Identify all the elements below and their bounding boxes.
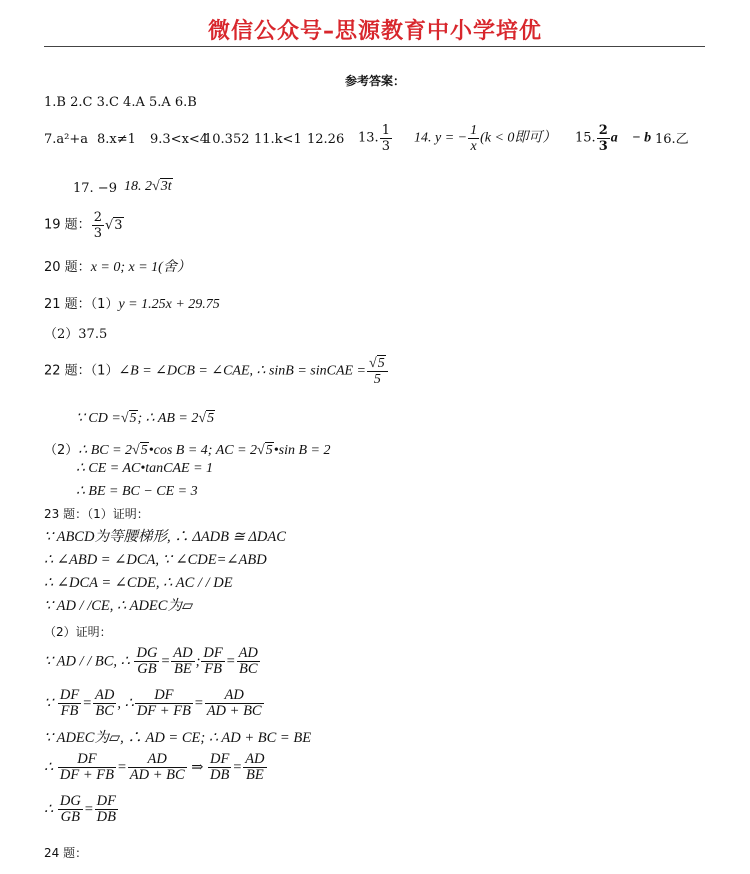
q18-label: 18. 2	[124, 179, 152, 194]
q22-line3-a: ∴ BC = 2	[78, 443, 133, 458]
proof5-f2-den: DB	[96, 809, 116, 825]
answer-q23-line1: ∵ ABCD为等腰梯形, ∴ ΔADB ≅ ΔDAC	[44, 529, 286, 545]
answer-q22-line1: 22 题：（1）∠B = ∠DCB = ∠CAE, ∴ sinB = sinCAE = $\frac{√5}{5}$	[44, 356, 389, 387]
q20-label: 20 题：	[44, 260, 91, 275]
proof1-prefix: ∵ AD / / BC, ∴	[44, 653, 130, 670]
proof1-f3-num: DF	[203, 645, 223, 661]
proof1-f4-num: AD	[238, 645, 258, 661]
q15-label: 15.	[575, 130, 596, 146]
q22-part2-label: （2）	[44, 443, 79, 458]
proof5-f2-num: DF	[96, 793, 116, 809]
proof2-prefix: ∵	[44, 695, 54, 712]
q18-radicand: 3t	[160, 179, 172, 194]
answer-q18: 18. 2√3t	[124, 179, 172, 194]
q22-line3-b: •cos B = 4; AC = 2	[148, 443, 258, 458]
proof5-prefix: ∴	[44, 801, 54, 818]
q22-line3-radicand2: 5	[265, 443, 273, 458]
proof1-f1-den: GB	[137, 661, 157, 677]
answer-q23-proof-line3: ∵ ADEC为▱, ∴ AD = CE; ∴ AD + BC = BE	[44, 730, 312, 746]
header-divider	[44, 46, 705, 47]
q13-label: 13.	[358, 130, 379, 146]
answer-q21	[44, 296, 220, 314]
answer-q13	[358, 123, 393, 154]
answer-q21-part2: （2）37.5	[44, 327, 108, 342]
answer-q23-line3: ∴ ∠DCA = ∠CDE, ∴ AC / / DE	[44, 575, 233, 591]
proof5-f1-num: DG	[59, 793, 81, 809]
proof2-f3-num: DF	[135, 688, 193, 704]
answer-q22-line5: ∴ BE = BC − CE = 3	[76, 484, 198, 499]
proof2-f2-den: BC	[95, 703, 114, 719]
answer-q22-line4: ∴ CE = AC•tanCAE = 1	[76, 461, 214, 476]
answer-q19: 19 题： $\frac{2}{3}$ √3	[44, 210, 123, 241]
q19-label: 19 题：	[44, 217, 91, 233]
answer-q23-proof-line4: ∴ $\frac{DF}{DF + FB}$ = $\frac{AD}{AD + BC}$ ⇒ $\frac{DF}{DB}$ = $\frac{AD}{BE}$	[44, 751, 265, 783]
q15-vector-expr: a⃗ − b⃗	[610, 130, 662, 146]
q22-line1-text: ∠B = ∠DCB = ∠CAE, ∴ sinB = sinCAE =	[118, 363, 367, 379]
q14-label: 14. y = −	[414, 130, 468, 146]
answer-q23-line4: ∵ AD / /CE, ∴ ADEC为▱	[44, 598, 194, 614]
proof2-f4-num: AD	[205, 688, 264, 704]
proof4-f2-den: AD + BC	[129, 767, 185, 783]
answer-q23-part2-label: （2）证明：	[44, 625, 112, 639]
answer-q20	[44, 259, 191, 277]
answer-q24-label: 24 题：	[44, 846, 88, 860]
q21-label: 21 题：（1）	[44, 297, 119, 312]
page-header-title: 微信公众号–思源教育中小学培优	[207, 19, 542, 44]
q19-denominator: 3	[93, 226, 102, 241]
q19-radicand: 3	[114, 217, 123, 233]
q19-numerator: 2	[93, 210, 102, 225]
q22-line3-radicand1: 5	[140, 443, 148, 458]
proof4-f1-num: DF	[58, 752, 116, 768]
q15-denominator: 3	[598, 139, 608, 154]
answer-q15	[575, 123, 662, 154]
q13-denominator: 3	[381, 139, 390, 154]
answer-q8: 8.x≠1	[97, 132, 136, 147]
answer-q23-proof-line5: ∴ $\frac{DG}{GB}$ = $\frac{DF}{DB}$	[44, 793, 116, 825]
q14-denominator: x	[470, 139, 477, 154]
answer-q11: 11.k<1	[254, 132, 302, 147]
answer-q7: 7.a²+a	[44, 132, 89, 147]
q14-numerator: 1	[470, 123, 478, 138]
proof4-f2-num: AD	[128, 752, 187, 768]
q22-line1-denominator: 5	[373, 372, 381, 387]
q13-numerator: 1	[381, 123, 390, 138]
q20-expr: x = 0; x = 1(舍）	[90, 260, 191, 275]
proof2-f2-num: AD	[95, 687, 115, 703]
answers-title: 参考答案：	[344, 74, 405, 88]
answer-q17: 17. −9	[73, 181, 117, 196]
answer-q14	[414, 123, 556, 154]
q21-expr: y = 1.25x + 29.75	[118, 297, 220, 312]
proof2-f4-den: AD + BC	[206, 703, 262, 719]
q22-label: 22 题：（1）	[44, 363, 119, 379]
proof4-f3-den: DB	[210, 767, 230, 783]
proof1-f3-den: FB	[204, 661, 222, 677]
proof2-f3-den: DF + FB	[136, 703, 191, 719]
answer-q23-proof-line1: ∵ AD / / BC, ∴ $\frac{DG}{GB}$ = $\frac{AD}{BE}$ ; $\frac{DF}{FB}$ = $\frac{AD}{BC}$	[44, 645, 258, 677]
proof5-f1-den: GB	[60, 809, 80, 825]
proof4-prefix: ∴	[44, 759, 54, 776]
answer-q10: 10.352	[204, 132, 250, 147]
proof4-f4-num: AD	[245, 751, 265, 767]
proof1-f4-den: BC	[238, 661, 258, 677]
answer-q12: 12.26	[307, 132, 345, 147]
proof4-f3-num: DF	[210, 751, 230, 767]
q22-line2-b: ; ∴ AB = 2	[137, 411, 199, 426]
q22-line1-numerator-radicand: 5	[377, 356, 385, 371]
q22-line2-radicand2: 5	[207, 411, 215, 426]
q22-line2-radicand1: 5	[129, 411, 137, 426]
answer-q23-proof-line2: ∵ $\frac{DF}{FB}$ = $\frac{AD}{BC}$ , ∴ $\frac{DF}{DF + FB}$ = $\frac{AD}{AD + BC}$	[44, 687, 262, 719]
proof1-f2-den: BE	[174, 661, 192, 677]
answer-q23-line2: ∴ ∠ABD = ∠DCA, ∵ ∠CDE=∠ABD	[44, 552, 267, 568]
proof1-f2-num: AD	[173, 645, 193, 661]
answer-q23-label: 23 题：（1）证明：	[44, 507, 149, 521]
proof4-f4-den: BE	[246, 767, 264, 783]
proof4-f1-den: DF + FB	[59, 767, 114, 783]
proof1-f1-num: DG	[136, 645, 158, 661]
answers-1-6: 1.B 2.C 3.C 4.A 5.A 6.B	[44, 95, 197, 110]
answer-q16: 16.乙	[655, 132, 689, 147]
q15-numerator: 2	[598, 123, 608, 138]
proof2-f1-den: FB	[60, 703, 79, 719]
q22-line3-c: •sin B = 2	[273, 443, 331, 458]
q14-condition: (k < 0即可）	[480, 130, 557, 146]
proof2-f1-num: DF	[59, 687, 80, 703]
q22-line2-a: ∵ CD =	[76, 411, 121, 426]
answer-q22-line3: （2）∴ BC = 2√5•cos B = 4; AC = 2√5•sin B = 2	[44, 443, 331, 458]
answer-q9: 9.3<x<4	[150, 132, 209, 147]
answer-q22-line2: ∵ CD =√5; ∴ AB = 2√5	[76, 411, 215, 426]
proof2-mid: , ∴	[117, 695, 134, 712]
